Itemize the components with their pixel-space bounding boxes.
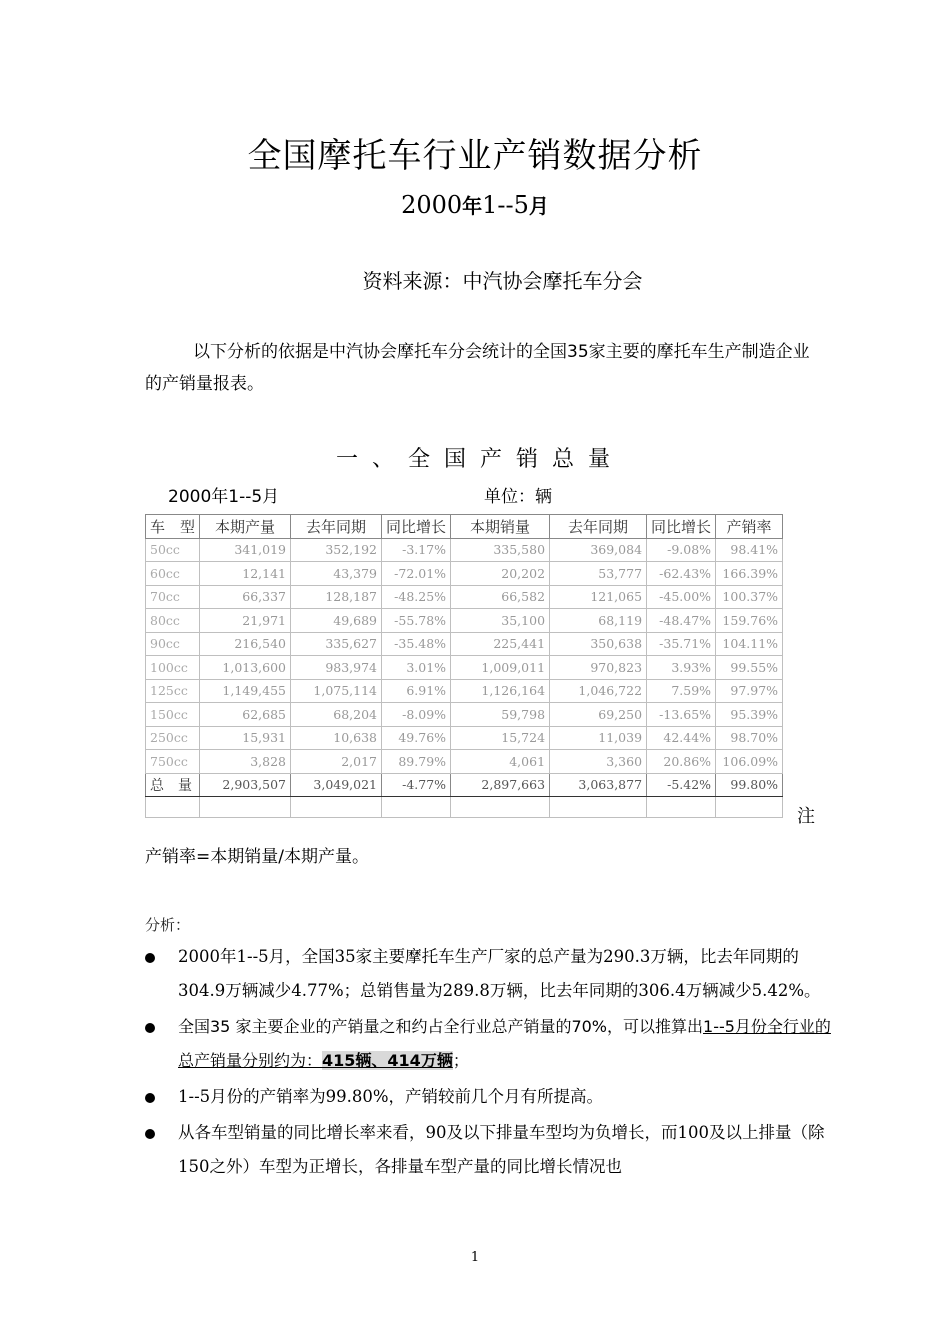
table-cell: 341,019 <box>200 538 291 562</box>
table-row <box>146 726 783 750</box>
table-cell: 3,049,021 <box>291 773 382 797</box>
table-cell: 3.01% <box>382 656 451 680</box>
section-title: 一、全国产销总量 <box>335 447 624 472</box>
table-header-row <box>146 515 783 539</box>
analysis-item: 全国35 家主要企业的产销量之和约占全行业总产销量的70%，可以推算出1--5月份全行业的总产销量分别约为：415辆、414万辆； <box>145 1010 835 1078</box>
sales-table <box>145 514 783 818</box>
header-sales-growth: 同比增长 <box>647 515 716 539</box>
table-row <box>146 679 783 703</box>
table-cell: 1,046,722 <box>550 679 647 703</box>
table-cell: 62,685 <box>200 703 291 727</box>
table-cell: 43,379 <box>291 562 382 586</box>
table-cell: 970,823 <box>550 656 647 680</box>
table-cell: 49,689 <box>291 609 382 633</box>
table-cell: 225,441 <box>451 632 550 656</box>
table-cell: 69,250 <box>550 703 647 727</box>
table-row <box>146 562 783 586</box>
table-cell: 68,204 <box>291 703 382 727</box>
table-cell: 11,039 <box>550 726 647 750</box>
table-cell: 20.86% <box>647 750 716 774</box>
bullet-icon <box>145 953 155 963</box>
header-ratio: 产销率 <box>716 515 783 539</box>
table-period: 2000年1--5月 <box>168 487 280 507</box>
underlined-text: 1--5月份全行业的总产销量分别约为： <box>178 1017 831 1070</box>
table-cell: -48.25% <box>382 585 451 609</box>
table-cell: 1,149,455 <box>200 679 291 703</box>
table-cell: 89.79% <box>382 750 451 774</box>
table-cell: 3,063,877 <box>550 773 647 797</box>
table-cell: 350,638 <box>550 632 647 656</box>
page-subtitle <box>0 190 950 219</box>
table-cell: 1,075,114 <box>291 679 382 703</box>
table-cell: 35,100 <box>451 609 550 633</box>
table-cell: -72.01% <box>382 562 451 586</box>
table-cell: 125cc <box>146 679 200 703</box>
table-cell <box>716 797 783 818</box>
table-cell: -9.08% <box>647 538 716 562</box>
table-cell: 3,828 <box>200 750 291 774</box>
table-cell: 总 量 <box>146 773 200 797</box>
header-production-growth: 同比增长 <box>382 515 451 539</box>
table-cell: 352,192 <box>291 538 382 562</box>
table-cell: 12,141 <box>200 562 291 586</box>
table-cell: 60cc <box>146 562 200 586</box>
table-cell: -5.42% <box>647 773 716 797</box>
analysis-item: 2000年1--5月，全国35家主要摩托车生产厂家的总产量为290.3万辆，比去年同期的304.9万辆减少4.77%；总销售量为289.8万辆，比去年同期的306.4万辆减少5.42%。 <box>145 940 835 1008</box>
subtitle-month-char: 月 <box>528 194 549 218</box>
table-cell: 42.44% <box>647 726 716 750</box>
table-cell: 10,638 <box>291 726 382 750</box>
table-cell: 80cc <box>146 609 200 633</box>
table-cell: 121,065 <box>550 585 647 609</box>
table-cell: 216,540 <box>200 632 291 656</box>
table-cell: 68,119 <box>550 609 647 633</box>
table-cell: 99.55% <box>716 656 783 680</box>
data-source: 资料来源：中汽协会摩托车分会 <box>362 269 643 293</box>
table-cell: -3.17% <box>382 538 451 562</box>
table-empty-row <box>146 797 783 818</box>
table-cell: 50cc <box>146 538 200 562</box>
page-title: 全国摩托车行业产销数据分析 <box>247 136 703 176</box>
table-cell: 90cc <box>146 632 200 656</box>
bullet-icon <box>145 1023 155 1033</box>
table-cell: 166.39% <box>716 562 783 586</box>
table-cell: 335,627 <box>291 632 382 656</box>
table-row <box>146 609 783 633</box>
table-cell: 369,084 <box>550 538 647 562</box>
table-cell: 21,971 <box>200 609 291 633</box>
table-cell: 15,724 <box>451 726 550 750</box>
table-cell: -8.09% <box>382 703 451 727</box>
table-cell: 2,903,507 <box>200 773 291 797</box>
table-cell <box>451 797 550 818</box>
subtitle-range: 1--5 <box>482 191 529 219</box>
header-production-last-year: 去年同期 <box>291 515 382 539</box>
analysis-item: 1--5月份的产销率为99.80%，产销较前几个月有所提高。 <box>145 1080 835 1114</box>
table-cell: -35.71% <box>647 632 716 656</box>
table-cell: 95.39% <box>716 703 783 727</box>
table-cell: 335,580 <box>451 538 550 562</box>
table-cell <box>146 797 200 818</box>
table-unit: 单位：辆 <box>484 487 552 507</box>
table-cell: 59,798 <box>451 703 550 727</box>
table-row <box>146 656 783 680</box>
table-cell <box>200 797 291 818</box>
table-cell: 7.59% <box>647 679 716 703</box>
table-cell: 3.93% <box>647 656 716 680</box>
table-cell <box>550 797 647 818</box>
table-cell: 98.41% <box>716 538 783 562</box>
table-cell: 4,061 <box>451 750 550 774</box>
table-cell: 49.76% <box>382 726 451 750</box>
table-cell: 66,337 <box>200 585 291 609</box>
table-cell: 750cc <box>146 750 200 774</box>
table-row <box>146 750 783 774</box>
table-cell: 53,777 <box>550 562 647 586</box>
table-cell: 1,013,600 <box>200 656 291 680</box>
table-row <box>146 632 783 656</box>
table-cell: 98.70% <box>716 726 783 750</box>
table-row <box>146 703 783 727</box>
subtitle-year-char: 年 <box>462 194 483 218</box>
table-cell: -4.77% <box>382 773 451 797</box>
header-sales-last-year: 去年同期 <box>550 515 647 539</box>
bullet-icon <box>145 1129 155 1139</box>
header-model: 车 型 <box>146 515 200 539</box>
note-formula: 产销率=本期销量/本期产量。 <box>145 847 369 867</box>
table-cell: 97.97% <box>716 679 783 703</box>
table-cell: 2,897,663 <box>451 773 550 797</box>
table-cell: 100cc <box>146 656 200 680</box>
table-cell: -48.47% <box>647 609 716 633</box>
analysis-heading: 分析： <box>145 916 191 934</box>
note-marker: 注 <box>797 806 815 827</box>
header-production: 本期产量 <box>200 515 291 539</box>
table-cell: 15,931 <box>200 726 291 750</box>
table-cell <box>382 797 451 818</box>
table-cell: 100.37% <box>716 585 783 609</box>
table-cell: 99.80% <box>716 773 783 797</box>
table-cell: 250cc <box>146 726 200 750</box>
table-cell: 20,202 <box>451 562 550 586</box>
table-cell: 70cc <box>146 585 200 609</box>
table-cell: 6.91% <box>382 679 451 703</box>
table-cell: -62.43% <box>647 562 716 586</box>
table-cell: 159.76% <box>716 609 783 633</box>
table-cell: 1,009,011 <box>451 656 550 680</box>
highlighted-text: 415辆、414万辆 <box>322 1051 453 1070</box>
table-cell: 104.11% <box>716 632 783 656</box>
analysis-item: 从各车型销量的同比增长率来看，90及以下排量车型均为负增长，而100及以上排量（除150之外）车型为正增长，各排量车型产量的同比增长情况也 <box>145 1116 835 1184</box>
table-cell: -45.00% <box>647 585 716 609</box>
bullet-icon <box>145 1093 155 1103</box>
table-cell <box>647 797 716 818</box>
subtitle-year-number: 2000 <box>401 191 463 219</box>
table-total-row <box>146 773 783 797</box>
table-cell: -35.48% <box>382 632 451 656</box>
table-row <box>146 585 783 609</box>
table-cell: 128,187 <box>291 585 382 609</box>
table-cell <box>291 797 382 818</box>
header-sales: 本期销量 <box>451 515 550 539</box>
table-cell: 2,017 <box>291 750 382 774</box>
table-cell: -13.65% <box>647 703 716 727</box>
table-cell: 66,582 <box>451 585 550 609</box>
table-cell: 1,126,164 <box>451 679 550 703</box>
table-cell: 983,974 <box>291 656 382 680</box>
page-number: 1 <box>470 1250 480 1265</box>
table-cell: -55.78% <box>382 609 451 633</box>
table-row <box>146 538 783 562</box>
table-cell: 150cc <box>146 703 200 727</box>
intro-paragraph: 以下分析的依据是中汽协会摩托车分会统计的全国35家主要的摩托车生产制造企业的产销量报表。 <box>145 342 810 394</box>
table-cell: 3,360 <box>550 750 647 774</box>
analysis-list <box>145 940 835 1186</box>
table-cell: 106.09% <box>716 750 783 774</box>
